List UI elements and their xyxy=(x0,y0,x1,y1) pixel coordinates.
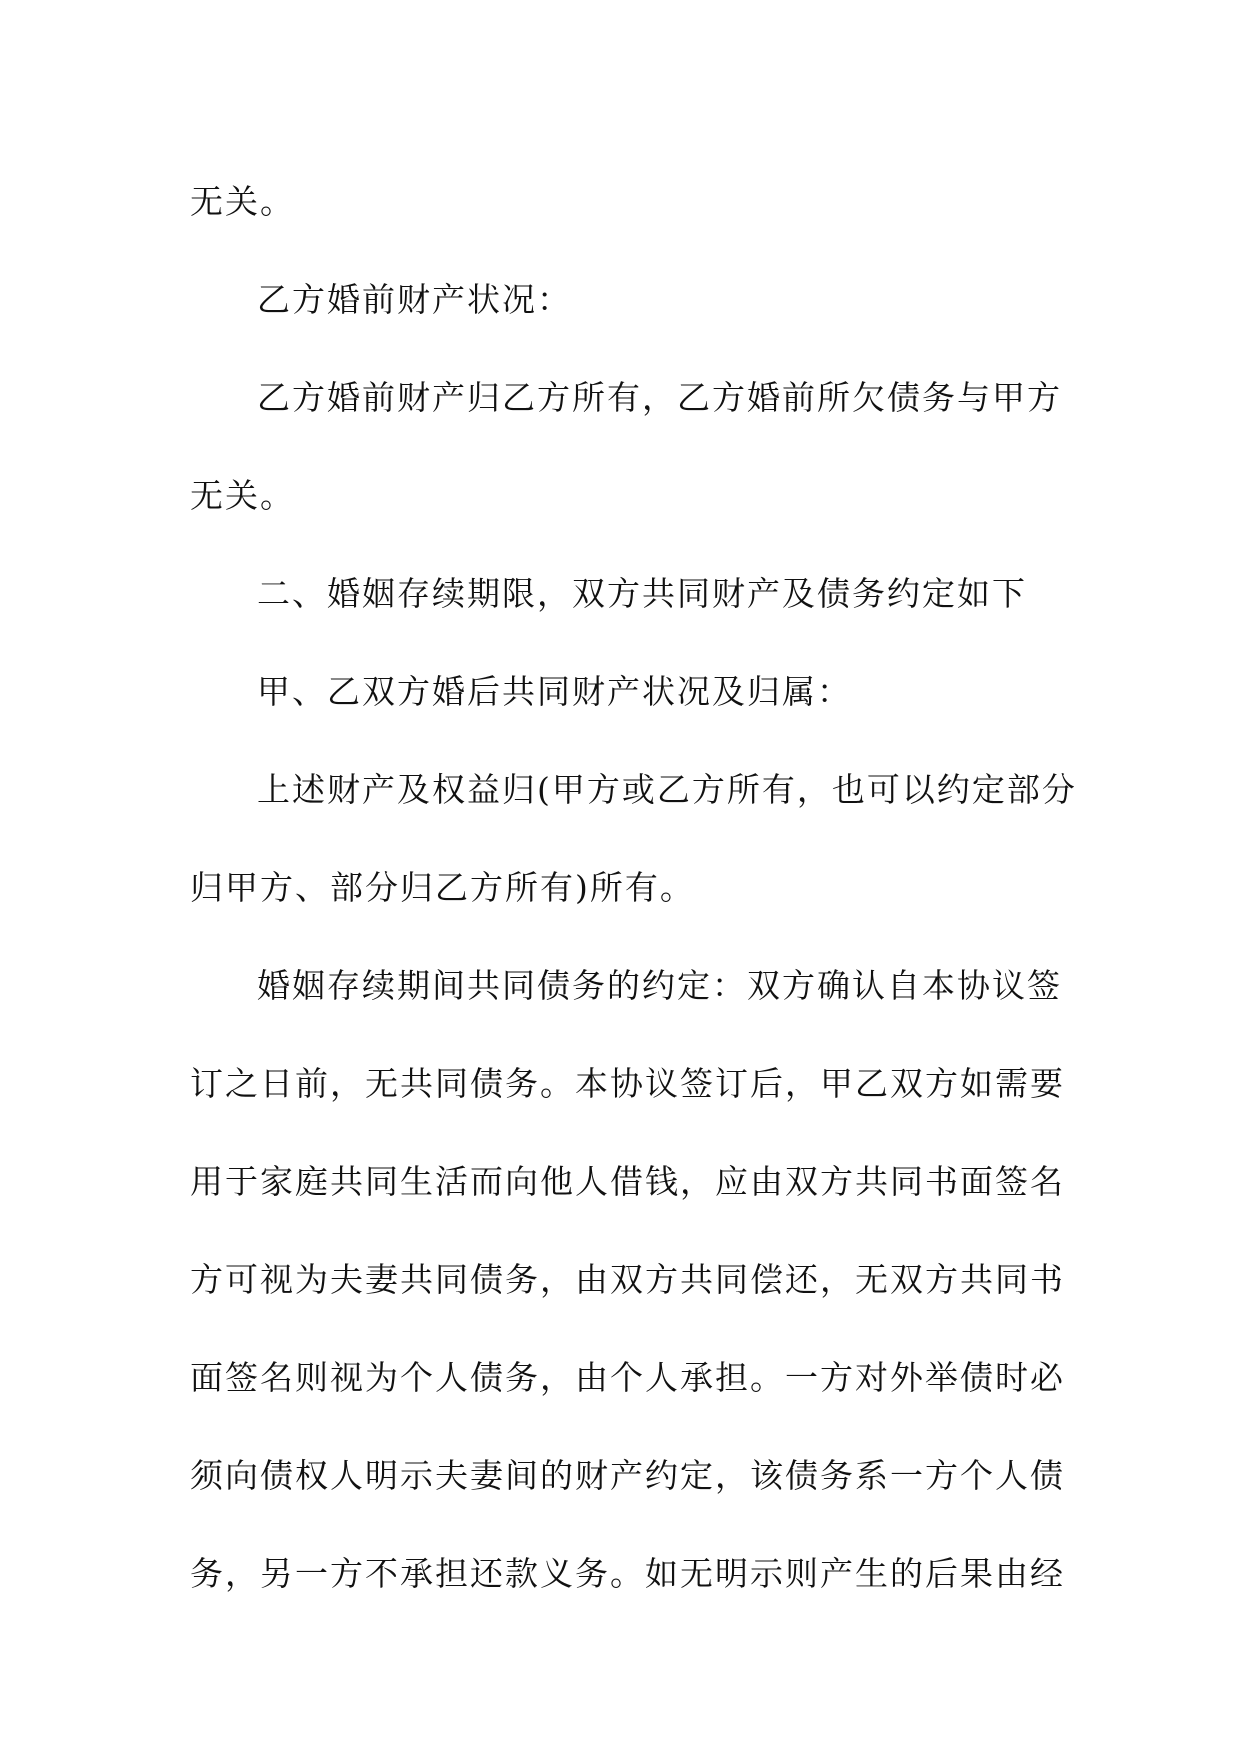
text-line: 方可视为夫妻共同债务，由双方共同偿还，无双方共同书 xyxy=(190,1260,1065,1299)
text-line: 须向债权人明示夫妻间的财产约定，该债务系一方个人债 xyxy=(190,1456,1065,1495)
text-line: 婚姻存续期间共同债务的约定：双方确认自本协议签 xyxy=(257,966,1062,1005)
text-line: 面签名则视为个人债务，由个人承担。一方对外举债时必 xyxy=(190,1358,1065,1397)
text-line: 甲、乙双方婚后共同财产状况及归属： xyxy=(257,672,852,711)
text-line: 上述财产及权益归(甲方或乙方所有，也可以约定部分 xyxy=(257,770,1077,809)
text-line: 务，另一方不承担还款义务。如无明示则产生的后果由经 xyxy=(190,1554,1065,1593)
text-line: 乙方婚前财产状况： xyxy=(257,280,572,319)
text-line: 归甲方、部分归乙方所有)所有。 xyxy=(190,868,695,907)
text-line: 乙方婚前财产归乙方所有，乙方婚前所欠债务与甲方 xyxy=(257,378,1062,417)
text-line: 二、婚姻存续期限，双方共同财产及债务约定如下 xyxy=(257,574,1027,613)
text-line: 订之日前，无共同债务。本协议签订后，甲乙双方如需要 xyxy=(190,1064,1065,1103)
text-line: 无关。 xyxy=(190,476,295,515)
text-line: 无关。 xyxy=(190,182,295,221)
text-line: 用于家庭共同生活而向他人借钱，应由双方共同书面签名 xyxy=(190,1162,1065,1201)
